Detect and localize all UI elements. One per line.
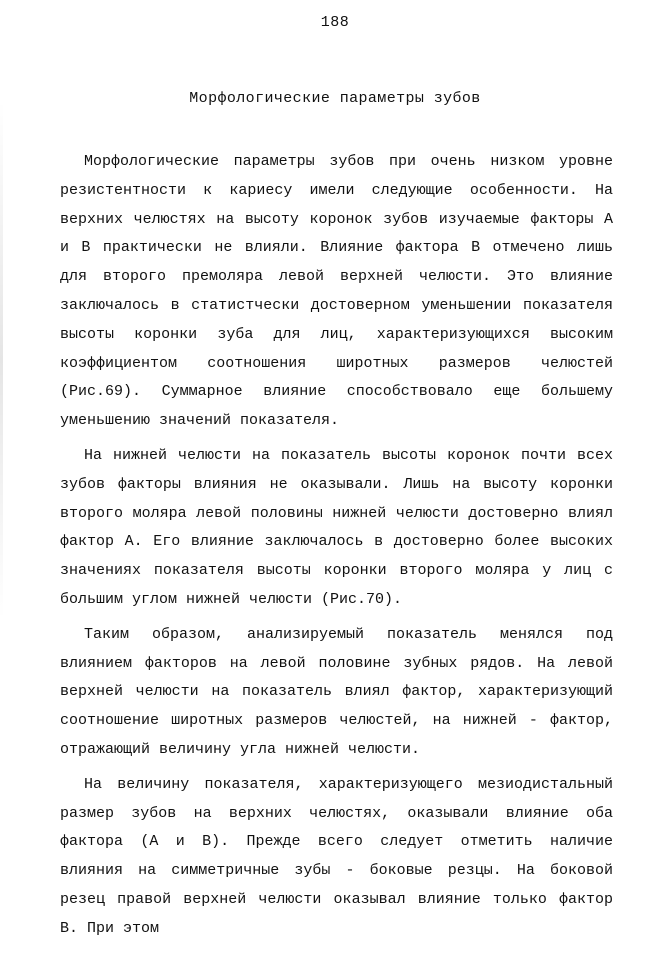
body-text: [60, 148, 613, 944]
scan-shadow: [0, 100, 3, 620]
section-heading: Морфологические параметры зубов: [189, 90, 481, 107]
paragraph-1: Морфологические параметры зубов при очень низком уровне резистентности к кариесу имели следующие особенности. На верхних челюстях на высоту коронок зубов изучаемые факторы А и В практически не влияли. Влияние фактора В отмечено лишь для второго премоляра левой верхней челюсти. Это влияние заключалось в статистчески достоверном уменьшении показателя высоты коронки зуба для лиц, характеризующихся высоким коэффициентом соотношения широтных размеров челюстей (Рис.69). Суммарное влияние способствовало еще большему уменьшению значений показателя.: [60, 153, 613, 430]
paragraph-3: Таким образом, анализируемый показатель менялся под влиянием факторов на левой половине зубных рядов. На левой верхней челюсти на показатель влиял фактор, характеризующий соотношение широтных размеров челюстей, на нижней - фактор, отражающий величину угла нижней челюсти.: [60, 625, 613, 758]
paragraph-2: На нижней челюсти на показатель высоты коронок почти всех зубов факторы влияния не оказывали. Лишь на высоту коронки второго моляра левой половины нижней челюсти достоверно влиял фактор А. Его влияние заключалось в достоверно более высоких значениях показателя высоты коронки второго моляра у лиц с большим углом нижней челюсти (Рис.70).: [60, 446, 613, 608]
paragraph-4: На величину показателя, характеризующего мезиодистальный размер зубов на верхних челюстях, оказывали влияние оба фактора (А и В). Прежде всего следует отметить наличие влияния на симметричные зубы - боковые резцы. На боковой резец правой верхней челюсти оказывал влияние только фактор В. При этом: [60, 775, 613, 937]
page-number: 188: [320, 14, 350, 31]
